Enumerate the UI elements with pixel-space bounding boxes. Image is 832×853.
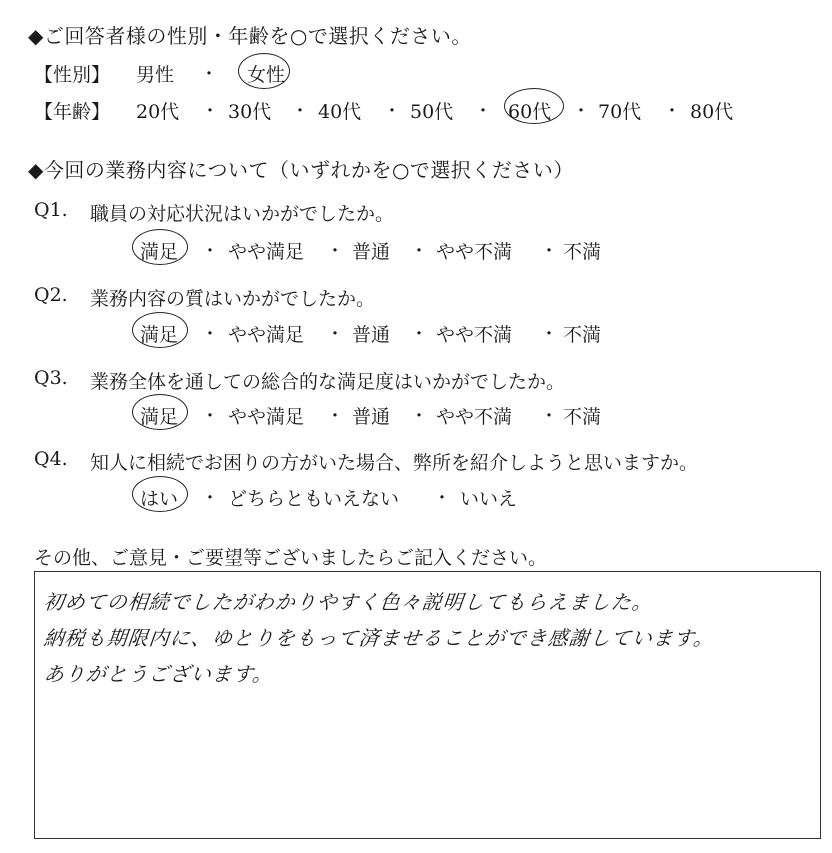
separator: ・ (540, 241, 558, 262)
answer-option[interactable]: どちらともいえない (228, 488, 400, 510)
age-option[interactable]: 20代 (136, 101, 180, 123)
answer-option[interactable]: 普通 (352, 406, 391, 428)
question-text: 知人に相続でお困りの方がいた場合、弊所を紹介しようと思いますか。 (90, 452, 699, 474)
question-text: 業務内容の質はいかがでしたか。 (90, 288, 376, 310)
answer-option[interactable]: 普通 (352, 324, 391, 346)
answer-option[interactable]: 満足 (140, 324, 179, 346)
answer-option[interactable]: 満足 (140, 406, 179, 428)
gender-label: 【性別】 (34, 64, 111, 86)
question-text: 業務全体を通しての総合的な満足度はいかがでしたか。 (90, 371, 566, 393)
gender-option-female[interactable]: 女性 (247, 64, 286, 86)
separator: ・ (326, 241, 344, 262)
separator: ・ (540, 406, 558, 427)
gender-option-male[interactable]: 男性 (136, 64, 175, 86)
comments-prompt: その他、ご意見・ご要望等ございましたらご記入ください。 (34, 547, 548, 569)
answer-option[interactable]: 普通 (352, 241, 391, 263)
question-number: Q4. (34, 448, 68, 470)
separator: ・ (540, 324, 558, 345)
separator: ・ (433, 488, 451, 509)
answer-option[interactable]: やや不満 (436, 324, 513, 346)
separator: ・ (201, 406, 219, 427)
answer-option[interactable]: 不満 (563, 406, 602, 428)
question-number: Q2. (34, 284, 68, 306)
answer-option[interactable]: 不満 (563, 324, 602, 346)
answer-option[interactable]: 満足 (140, 241, 179, 263)
age-option[interactable]: 60代 (508, 101, 552, 123)
age-option[interactable]: 50代 (410, 101, 454, 123)
comment-line-1: 初めての相続でしたがわかりやすく色々説明してもらえました。 (42, 590, 655, 614)
answer-option[interactable]: やや不満 (436, 406, 513, 428)
section1-heading: ◆ご回答者様の性別・年齢を○で選択ください。 (28, 24, 472, 48)
separator: ・ (326, 406, 344, 427)
separator: ・ (326, 324, 344, 345)
separator: ・ (572, 101, 590, 122)
answer-option[interactable]: やや満足 (228, 406, 305, 428)
separator: ・ (383, 101, 401, 122)
section2-heading: ◆今回の業務内容について（いずれかを○で選択ください） (28, 158, 574, 182)
answer-option[interactable]: やや満足 (228, 241, 305, 263)
separator: ・ (201, 488, 219, 509)
answer-option[interactable]: 不満 (563, 241, 602, 263)
comment-line-2: 納税も期限内に、ゆとりをもって済ませることができ感謝しています。 (42, 626, 716, 650)
question-number: Q1. (34, 199, 68, 221)
separator: ・ (474, 101, 492, 122)
separator: ・ (201, 324, 219, 345)
question-text: 職員の対応状況はいかがでしたか。 (90, 203, 395, 225)
answer-option[interactable]: いいえ (460, 488, 518, 510)
comment-line-3: ありがとうございます。 (42, 662, 275, 686)
separator: ・ (410, 241, 428, 262)
separator: ・ (291, 101, 309, 122)
question-number: Q3. (34, 367, 68, 389)
separator: ・ (410, 324, 428, 345)
answer-option[interactable]: やや不満 (436, 241, 513, 263)
separator: ・ (410, 406, 428, 427)
separator: ・ (201, 241, 219, 262)
answer-option[interactable]: はい (140, 488, 179, 510)
age-option[interactable]: 70代 (598, 101, 642, 123)
separator: ・ (200, 64, 218, 85)
age-label: 【年齢】 (34, 101, 111, 123)
separator: ・ (663, 101, 681, 122)
answer-option[interactable]: やや満足 (228, 324, 305, 346)
age-option[interactable]: 30代 (228, 101, 272, 123)
age-option[interactable]: 40代 (318, 101, 362, 123)
separator: ・ (201, 101, 219, 122)
age-option[interactable]: 80代 (690, 101, 734, 123)
